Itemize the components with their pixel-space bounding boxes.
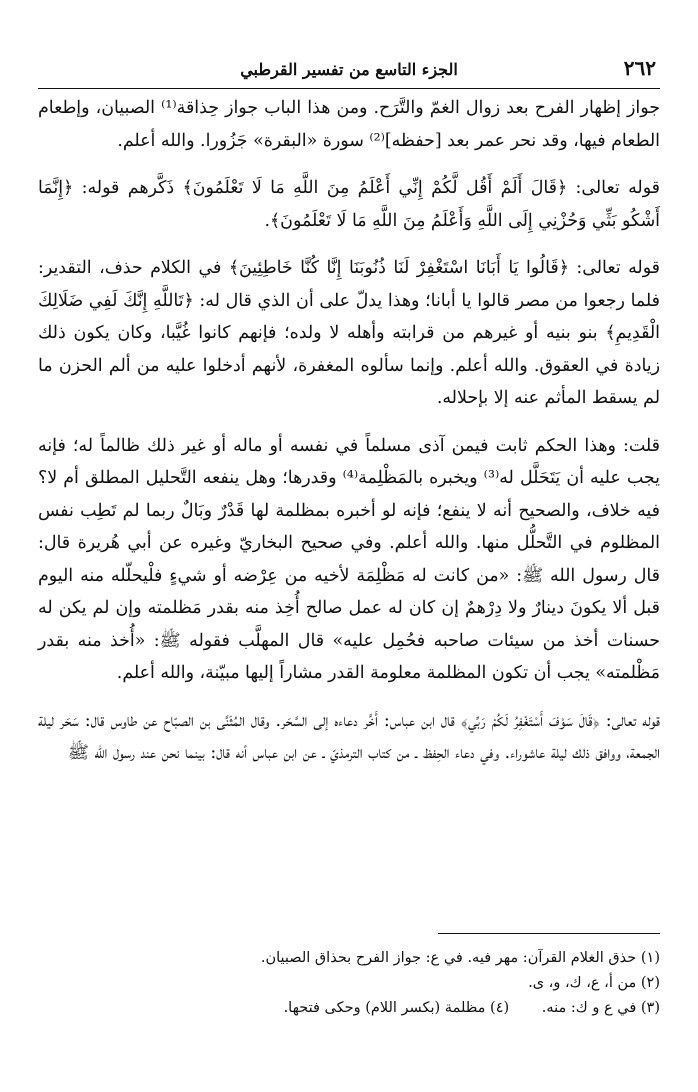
footnotes — [38, 946, 660, 1021]
footnote-row-3-4 — [38, 996, 660, 1021]
footnote-3: (٣) في ع و ك: منه. — [541, 1000, 660, 1016]
paragraph-verse-97: قوله تعالى: ﴿قَالُوا يَا أَبَانَا اسْتَغْفِرْ لَنَا ذُنُوبَنَا إِنَّا كُنَّا خَاطِئِينَ﴾ في الكلام حذف، التقدير: فلما رجعوا من مصر قالوا يا أبانا؛ وهذا يدلّ على أن الذي قال له: ﴿تَاللَّهِ إِنَّكَ لَفِي ضَلَالِكَ الْقَدِيمِ﴾ بنو بنيه أو غيرهم من قرابته وأهله لا ولده؛ فإنهم كانوا غُيَّبا، وكان يكون ذلك زيادة في العقوق. والله أعلم. وإنما سألوه المغفرة، لأنهم أدخلوا عليه من ألم الحزن ما لم يسقط المأثم عنه إلا بإحلاله. — [38, 258, 660, 408]
paragraph-verse-96: قوله تعالى: ﴿قَالَ أَلَمْ أَقُل لَّكُمْ إِنِّي أَعْلَمُ مِنَ اللَّهِ مَا لَا تَعْلَمُونَ﴾ ذَكَّرهم قوله: ﴿إِنَّمَا أَشْكُو بَثِّي وَحُزْنِي إِلَى اللَّهِ وَأَعْلَمُ مِنَ اللَّهِ مَا لَا تَعْلَمُونَ﴾. — [38, 178, 660, 231]
footnote-divider — [438, 933, 660, 934]
paragraph-intro: جواز إظهار الفرح بعد زوال الغمّ والتَّرَح. ومن هذا الباب جواز حِذاقة⁽¹⁾ الصبيان، وإطعام الطعام فيها، وقد نحر عمر بعد [حفظه]⁽²⁾ سورة «البقرة» جَزُورا. والله أعلم. — [38, 98, 660, 151]
footnote-2: (٢) من أ، ع، ك، و، ى. — [528, 975, 660, 991]
paragraph-ruling: قلت: وهذا الحكم ثابت فيمن آذى مسلماً في نفسه أو ماله أو غير ذلك ظالماً له؛ فإنه يجب عليه أن يَتَحَلَّل له⁽³⁾ ويخبره بالمَظْلِمة⁽⁴⁾ وقدرها؛ وهل ينفعه التَّحليل المطلق أم لا؟ فيه خلاف، والصحيح أنه لا ينفع؛ فإنه لو أخبره بمظلمة لها قَدْرٌ وبَالٌ ربما لم تَطِب نفس المظلوم في التَّحلُّل منها. والله أعلم. وفي صحيح البخاريّ وغيره عن أبي هُريرة قال: قال رسول الله ﷺ: «من كانت له مَظْلِمَة لأخيه من عِرْضه أو شيءٍ فلْيحلّله منه اليوم قبل ألا يكونَ دينارٌ ولا دِرْهمٌ إن كان له عمل صالح أُخِذ منه بقدر مَظلمته وإن لم يكن له حسنات أخذ من سيئات صاحبه فحُمِل عليه» قال المهلَّب فقوله ﷺ: «أُخذ منه بقدر مَظْلمته» يجب أن تكون المظلمة معلومة القدر مشاراً إليها مبيّنة، والله أعلم. — [38, 435, 660, 683]
page-number: ٢٦٢ — [623, 56, 656, 80]
footnote-1: (١) حذق الغلام القرآن: مهر فيه. في ع: جواز الفرح بحذاق الصبيان. — [260, 950, 660, 966]
main-text — [38, 92, 660, 770]
running-title: الجزء التاسع من تفسير القرطبي — [240, 60, 458, 79]
page-header — [38, 54, 660, 89]
footnote-4: (٤) مظلمة (بكسر اللام) وحكى فتحها. — [283, 1000, 510, 1016]
paragraph-verse-98: قوله تعالى: ﴿قَالَ سَوْفَ أَسْتَغْفِرُ لَكُمْ رَبِّي﴾ قال ابن عباس: أَخَّر دعاءه إلى السَّحَر. وقال المُثَنَّى بن الصبّاح عن طاوس قال: سَحَر ليلة الجمعة، ووافق ذلك ليلة عاشوراء. وفي دعاء الحِفظ ـ من كتاب الترمذيّ ـ عن ابن عباس أنه قال: بينما نحن عند رسول الله ﷺ — [38, 710, 660, 763]
